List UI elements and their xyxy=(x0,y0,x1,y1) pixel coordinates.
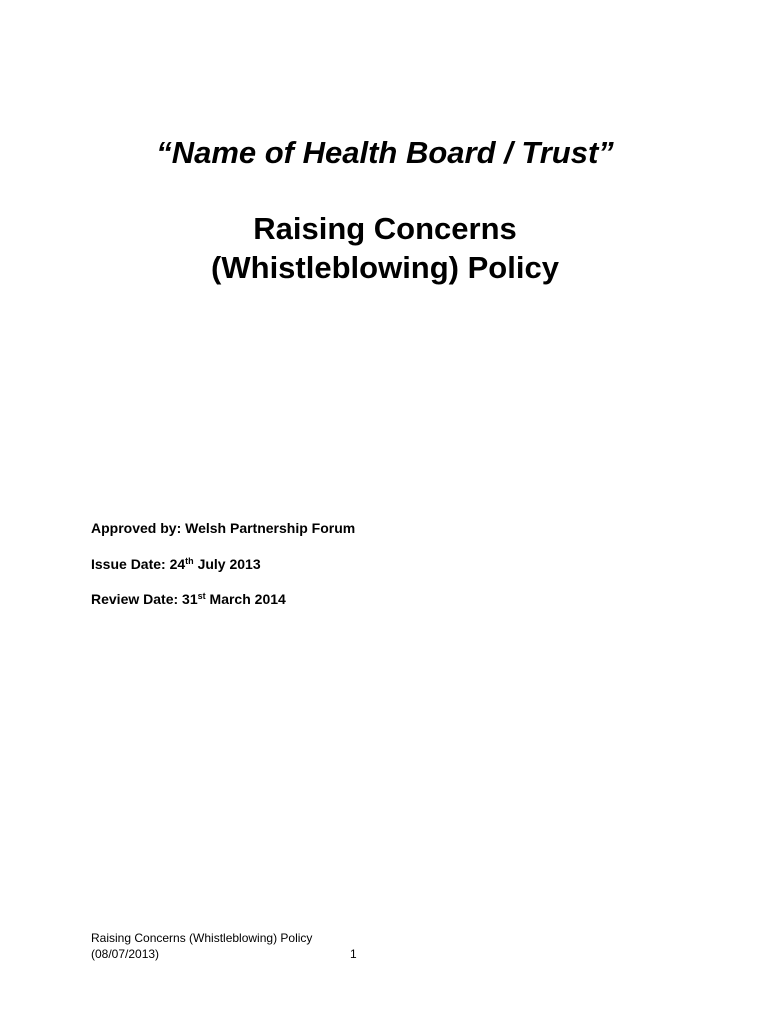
review-date-day: 31 xyxy=(182,591,198,607)
issue-date-day: 24 xyxy=(169,556,186,572)
issue-date-day-suffix: th xyxy=(185,556,194,566)
approved-by-label: Approved by: xyxy=(91,520,182,536)
review-date-day-suffix: st xyxy=(197,591,206,601)
document-title-line-2: (Whistleblowing) Policy xyxy=(211,250,559,285)
approved-by-value: Welsh Partnership Forum xyxy=(185,520,356,536)
issue-date-label: Issue Date: xyxy=(91,556,166,572)
approved-by xyxy=(91,519,355,537)
footer-document-date: (08/07/2013) xyxy=(91,947,160,961)
page-number: 1 xyxy=(350,947,357,961)
issue-date-month-year: July 2013 xyxy=(197,556,261,572)
review-date-month-year: March 2014 xyxy=(209,591,286,607)
document-title xyxy=(0,209,770,287)
organisation-name: “Name of Health Board / Trust” xyxy=(156,135,614,170)
issue-date xyxy=(91,555,261,573)
review-date xyxy=(91,590,286,608)
document-title-line-1: Raising Concerns xyxy=(253,211,517,246)
review-date-label: Review Date: xyxy=(91,591,179,607)
footer-document-name: Raising Concerns (Whistleblowing) Policy xyxy=(91,931,313,945)
